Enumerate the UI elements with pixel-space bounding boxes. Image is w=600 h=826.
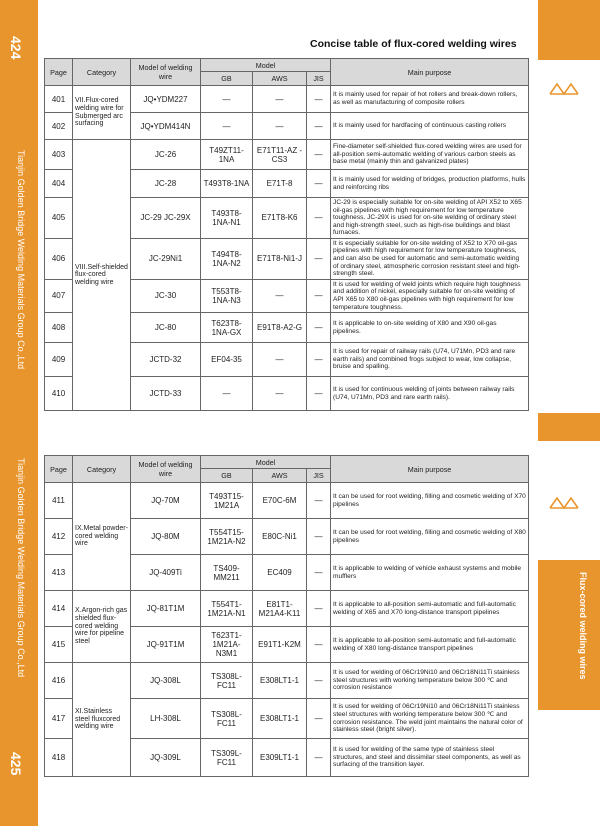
aws-cell: E308LT1-1 <box>253 699 307 739</box>
model-cell: JC-80 <box>131 313 201 343</box>
jis-cell: — <box>307 739 331 777</box>
page-cell: 403 <box>45 140 73 170</box>
aws-cell: — <box>253 343 307 377</box>
jis-cell: — <box>307 591 331 627</box>
page-cell: 411 <box>45 483 73 519</box>
purpose-cell: Fine-diameter self-shielded flux-cored welding wires are used for all-position semi-automatic welding of various carbon steels as base metal (mainly thin and galvanized plates) <box>331 140 529 170</box>
gb-cell: T623T1- 1M21A-N3M1 <box>201 627 253 663</box>
purpose-cell: JC-29 is especially suitable for on-site welding of API X52 to X65 oil-gas pipelines with high requirement for low temperature toughness. JC-29X is used for on-site welding of ordinary steel and high-strength steel, such as high-rise buildings and blast furnaces. <box>331 198 529 239</box>
bridge-logo-icon <box>549 80 579 96</box>
gb-cell: EF04-35 <box>201 343 253 377</box>
header-purpose: Main purpose <box>331 456 529 483</box>
page-cell: 416 <box>45 663 73 699</box>
header-page: Page <box>45 59 73 86</box>
gb-cell: TS309L-FC11 <box>201 739 253 777</box>
purpose-cell: It is used for welding of weld joints which require high toughness and addition of nickel, especially suitable for on-site welding of API X65 to X80 oil-gas pipelines with high requirement for low temperature toughness. <box>331 279 529 312</box>
header-aws: AWS <box>253 72 307 86</box>
aws-cell: E91T8-A2-G <box>253 313 307 343</box>
header-model-welding: Model of welding wire <box>131 456 201 483</box>
jis-cell: — <box>307 238 331 279</box>
aws-cell: E71T-8 <box>253 170 307 198</box>
aws-cell: — <box>253 377 307 411</box>
header-purpose: Main purpose <box>331 59 529 86</box>
jis-cell: — <box>307 663 331 699</box>
flux-cored-table-1 <box>44 58 529 411</box>
header-model: Model <box>201 59 331 72</box>
table-row <box>45 663 529 699</box>
page-cell: 406 <box>45 238 73 279</box>
jis-cell: — <box>307 699 331 739</box>
company-name-bottom: Tianjin Golden Bridge Welding Materials Group Co.,Ltd <box>16 458 26 678</box>
model-cell: JQ-81T1M <box>131 591 201 627</box>
jis-cell: — <box>307 170 331 198</box>
page-cell: 414 <box>45 591 73 627</box>
jis-cell: — <box>307 377 331 411</box>
aws-cell: — <box>253 113 307 140</box>
gb-cell: TS308L-FC11 <box>201 663 253 699</box>
header-jis: JIS <box>307 469 331 483</box>
table-row <box>45 140 529 170</box>
gb-cell: T49ZT11-1NA <box>201 140 253 170</box>
model-cell: JQ-80M <box>131 519 201 555</box>
page-cell: 413 <box>45 555 73 591</box>
model-cell: JQ-70M <box>131 483 201 519</box>
header-gb: GB <box>201 469 253 483</box>
jis-cell: — <box>307 198 331 239</box>
jis-cell: — <box>307 86 331 113</box>
purpose-cell: It is mainly used for hardfacing of continuous casting rollers <box>331 113 529 140</box>
page-number-top: 424 <box>8 36 24 60</box>
page-title: Concise table of flux-cored welding wires <box>310 38 517 50</box>
gb-cell: — <box>201 113 253 140</box>
aws-cell: E91T1-K2M <box>253 627 307 663</box>
page-cell: 402 <box>45 113 73 140</box>
page-cell: 408 <box>45 313 73 343</box>
gb-cell: — <box>201 377 253 411</box>
purpose-cell: It is applicable to all-position semi-automatic and full-automatic welding of X80 long-distance transport pipelines <box>331 627 529 663</box>
gb-cell: T493T8-1NA <box>201 170 253 198</box>
gb-cell: — <box>201 86 253 113</box>
page-cell: 404 <box>45 170 73 198</box>
page-cell: 415 <box>45 627 73 663</box>
gb-cell: TS409- MM211 <box>201 555 253 591</box>
page-cell: 412 <box>45 519 73 555</box>
model-cell: JC-30 <box>131 279 201 312</box>
company-name-top: Tianjin Golden Bridge Welding Materials Group Co.,Ltd <box>16 150 26 370</box>
header-page: Page <box>45 456 73 483</box>
gb-cell: T493T8- 1NA-N1 <box>201 198 253 239</box>
jis-cell: — <box>307 279 331 312</box>
aws-cell: E308LT1-1 <box>253 663 307 699</box>
aws-cell: — <box>253 279 307 312</box>
purpose-cell: It is applicable to on-site welding of X80 and X90 oil-gas pipelines. <box>331 313 529 343</box>
page-cell: 410 <box>45 377 73 411</box>
aws-cell: E71T8-Ni1-J <box>253 238 307 279</box>
jis-cell: — <box>307 519 331 555</box>
right-strip-mid <box>538 413 600 441</box>
gb-cell: TS308L-FC11 <box>201 699 253 739</box>
jis-cell: — <box>307 483 331 519</box>
section-tab <box>538 560 600 710</box>
page-cell: 401 <box>45 86 73 113</box>
purpose-cell: It can be used for root welding, filling and cosmetic welding of X80 pipelines <box>331 519 529 555</box>
model-cell: JQ•YDM414N <box>131 113 201 140</box>
category-cell: VIII.Self-shielded flux-cored welding wire <box>73 140 131 411</box>
page-cell: 418 <box>45 739 73 777</box>
category-cell: VII.Flux-cored welding wire for Submerged arc surfacing <box>73 86 131 140</box>
model-cell: JQ•YDM227 <box>131 86 201 113</box>
page-cell: 409 <box>45 343 73 377</box>
model-cell: JCTD-32 <box>131 343 201 377</box>
jis-cell: — <box>307 140 331 170</box>
page-cell: 407 <box>45 279 73 312</box>
model-cell: JQ-409Ti <box>131 555 201 591</box>
left-sidebar <box>0 0 38 826</box>
purpose-cell: It is mainly used for welding of bridges, production platforms, hulls and reinforcing ribs <box>331 170 529 198</box>
purpose-cell: It is used for welding of the same type of stainless steel structures, and steel and dissimilar steel components, as well as surfacing of the transition layer. <box>331 739 529 777</box>
header-gb: GB <box>201 72 253 86</box>
model-cell: JC-29Ni1 <box>131 238 201 279</box>
aws-cell: E81T1- M21A4-K11 <box>253 591 307 627</box>
gb-cell: T553T8- 1NA-N3 <box>201 279 253 312</box>
gb-cell: T493T15- 1M21A <box>201 483 253 519</box>
model-cell: JQ-308L <box>131 663 201 699</box>
purpose-cell: It is used for continuous welding of joints between railway rails (U74, U71Mn, PD3 and rare earth rails). <box>331 377 529 411</box>
category-cell: XI.Stainless steel fluxcored welding wire <box>73 663 131 777</box>
purpose-cell: It is used for welding of 06Cr19Ni10 and 06Cr18Ni11Ti stainless steel structures with working temperature below 300 ℃ and corrosion resistance <box>331 663 529 699</box>
model-cell: JC-26 <box>131 140 201 170</box>
page-number-bottom: 425 <box>8 752 24 776</box>
page-cell: 405 <box>45 198 73 239</box>
aws-cell: — <box>253 86 307 113</box>
gb-cell: T494T8- 1NA-N2 <box>201 238 253 279</box>
model-cell: JQ-309L <box>131 739 201 777</box>
header-aws: AWS <box>253 469 307 483</box>
header-model: Model <box>201 456 331 469</box>
purpose-cell: It is applicable to welding of vehicle exhaust systems and mobile mufflers <box>331 555 529 591</box>
model-cell: JCTD-33 <box>131 377 201 411</box>
category-cell: X.Argon-rich gas shielded flux-cored welding wire for pipeline steel <box>73 591 131 663</box>
page-cell: 417 <box>45 699 73 739</box>
table-row <box>45 591 529 627</box>
category-cell: IX.Metal powder-cored welding wire <box>73 483 131 591</box>
model-cell: JC-29 JC-29X <box>131 198 201 239</box>
model-cell: JQ-91T1M <box>131 627 201 663</box>
aws-cell: E80C-Ni1 <box>253 519 307 555</box>
purpose-cell: It is especially suitable for on-site welding of X52 to X70 oil-gas pipelines with high requirement for low temperature toughness, and can also be used for automatic and semi-automatic welding of ordinary steel, atmospheric corrosion resistant steel and high-strength steel. <box>331 238 529 279</box>
aws-cell: E70C-6M <box>253 483 307 519</box>
header-model-welding: Model of welding wire <box>131 59 201 86</box>
aws-cell: E309LT1-1 <box>253 739 307 777</box>
model-cell: LH-308L <box>131 699 201 739</box>
gb-cell: T623T8- 1NA-GX <box>201 313 253 343</box>
gb-cell: T554T15- 1M21A-N2 <box>201 519 253 555</box>
purpose-cell: It is used for repair of railway rails (U74, U71Mn, PD3 and rare earth rails) and combined frogs subject to wear, low collapse, bruise and spalling. <box>331 343 529 377</box>
jis-cell: — <box>307 627 331 663</box>
right-strip-top <box>538 0 600 60</box>
aws-cell: E71T8-K6 <box>253 198 307 239</box>
flux-cored-table-2 <box>44 455 529 777</box>
table-row <box>45 483 529 519</box>
header-category: Category <box>73 59 131 86</box>
purpose-cell: It can be used for root welding, filling and cosmetic welding of X70 pipelines <box>331 483 529 519</box>
model-cell: JC-28 <box>131 170 201 198</box>
aws-cell: E71T11-AZ -CS3 <box>253 140 307 170</box>
gb-cell: T554T1- 1M21A-N1 <box>201 591 253 627</box>
header-jis: JIS <box>307 72 331 86</box>
purpose-cell: It is used for welding of 06Cr19Ni10 and 06Cr18Ni11Ti stainless steel structures with working temperature below 300 ℃ and corrosion resistance. The weld joint maintains the natural color of stainless steel (bright silver). <box>331 699 529 739</box>
purpose-cell: It is applicable to all-position semi-automatic and full-automatic welding of X65 and X70 long-distance transport pipelines <box>331 591 529 627</box>
jis-cell: — <box>307 313 331 343</box>
jis-cell: — <box>307 555 331 591</box>
section-tab-label: Flux-cored welding wires <box>578 572 588 680</box>
aws-cell: EC409 <box>253 555 307 591</box>
purpose-cell: It is mainly used for repair of hot rollers and break-down rollers, as well as manufacturing of composite rollers <box>331 86 529 113</box>
bridge-logo-icon <box>549 494 579 510</box>
header-category: Category <box>73 456 131 483</box>
table-row <box>45 86 529 113</box>
jis-cell: — <box>307 343 331 377</box>
jis-cell: — <box>307 113 331 140</box>
